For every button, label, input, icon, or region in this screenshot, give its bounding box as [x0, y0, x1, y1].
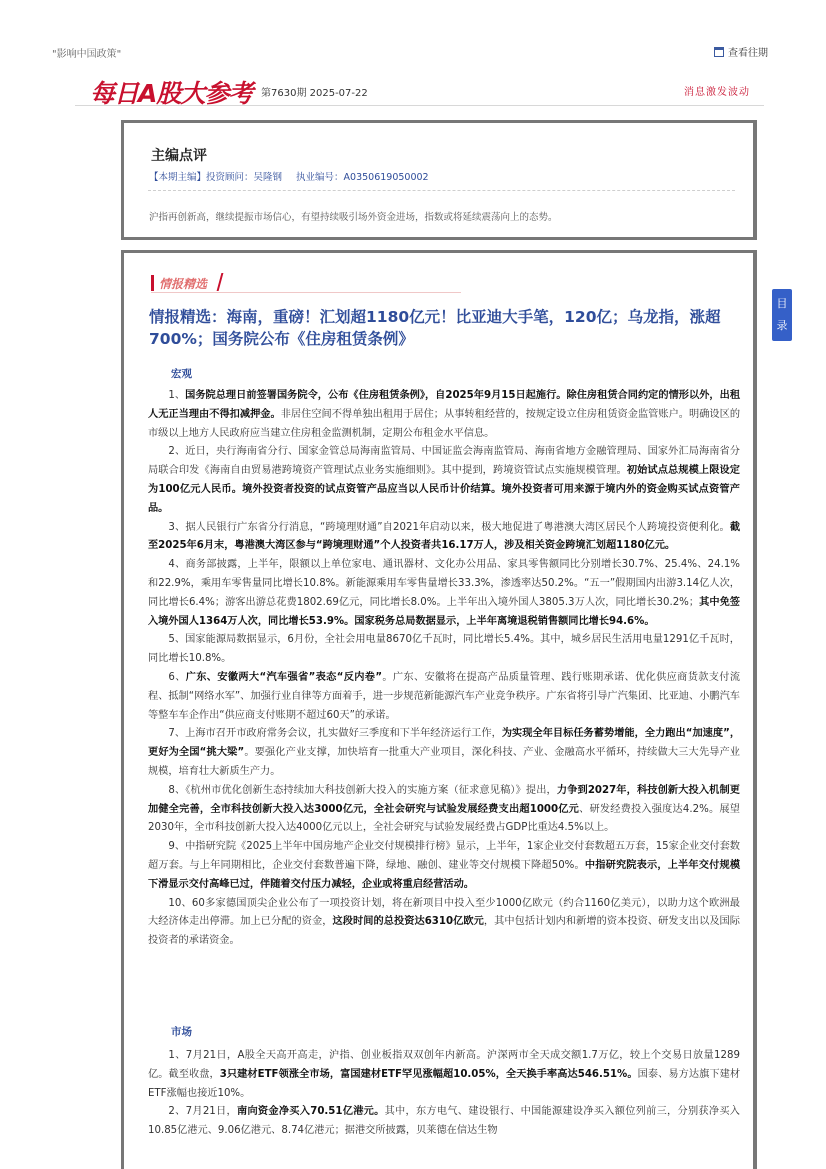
paragraph — [148, 669, 740, 725]
body-text: 、研发经费投入强度达4.2%。展望2030年，全市科技创新大投入达4000亿元以上，全社会研究与试验发展经费占GDP比重达4.5%以上。 — [148, 803, 740, 834]
article-headline: 情报精选：海南，重磅！汇划超1180亿元！比亚迪大手笔，120亿；乌龙指，涨超700%；国务院公布《住房租赁条例》 — [149, 308, 721, 348]
body-text: 3、据人民银行广东省分行消息，“跨境理财通”自2021年启动以来，极大地促进了粤港澳大湾区居民个人跨境投资便利化。 — [168, 521, 730, 533]
history-link-label[interactable]: 查看往期 — [728, 48, 768, 59]
body-text: 1、7月21日，A股全天高开高走，沪指、创业板指双双创年内新高。沪深两市全天成交额1.7万亿，较上个交易日放量1289亿。截至收盘， — [148, 1050, 740, 1080]
paragraph — [148, 1103, 740, 1141]
editor-license: 执业编号：A0350619050002 — [296, 172, 429, 183]
market-paragraphs — [148, 1047, 740, 1141]
editor-comment-box — [121, 120, 757, 240]
section-heading-macro: 宏观 — [171, 368, 192, 380]
body-text: 。广东、安徽将在提高产品质量管理、践行账期承诺、优化供应商货款支付流程、抵制“网络水军”、加强行业自律等方面着手，进一步规范新能源汽车产业竞争秩序。广东省将引导广汽集团、比亚迪、小鹏汽车等整车车企作出“供应商支付账期不超过60天”的承诺。 — [148, 671, 741, 721]
emphasis-text: 初始试点总规模上限设定为100亿元人民币。境外投资者投资的试点资管产品应当以人民币计价结算。境外投资者可用来源于境内外的资金购买试点资管产品。 — [148, 465, 740, 514]
body-text: 9、中指研究院《2025上半年中国房地产企业交付规模排行榜》显示，上半年，1家企业交付套数超五万套，15家企业交付套数超万套。与上年同期相比，企业交付套数普遍下降，绿地、融创、建业等交付规模下降超50%。 — [148, 841, 740, 871]
editor-meta-label: 【本期主编】 — [149, 172, 207, 183]
body-text: 国泰、易方达旗下建材ETF涨幅也接近10%。 — [148, 1068, 741, 1099]
emphasis-text: 南向资金净买入70.51亿港元。 — [237, 1106, 385, 1118]
emphasis-text: 截至2025年6月末，粤港澳大湾区参与“跨境理财通”个人投资者共16.17万人，涉及相关资金跨境汇划超1180亿元。 — [148, 521, 740, 552]
toc-char[interactable]: 目 — [776, 297, 788, 310]
emphasis-text: 广东、安徽两大“汽车强省”表态“反内卷” — [185, 671, 383, 683]
macro-paragraphs — [148, 387, 740, 951]
paragraph — [148, 631, 740, 669]
masthead — [75, 66, 764, 106]
tag-slash-icon — [217, 273, 224, 291]
paragraph — [148, 519, 740, 557]
body-text: 5、国家能源局数据显示，6月份，全社会用电量8670亿千瓦时，同比增长5.4%。其中，城乡居民生活用电量1291亿千瓦时，同比增长10.8%。 — [148, 634, 740, 665]
body-text: 7、上海市召开市政府常务会议，扎实做好三季度和下半年经济运行工作， — [168, 728, 502, 740]
paragraph — [148, 1047, 740, 1103]
emphasis-text: 中指研究院表示，上半年交付规模下滑显示交付高峰已过，伴随着交付压力减轻，企业或将重启经营活动。 — [148, 859, 741, 890]
intel-article — [121, 250, 757, 1169]
paragraph — [148, 838, 740, 894]
calendar-icon — [714, 47, 724, 57]
issue-info: 第7630期 2025-07-22 — [261, 88, 368, 99]
body-text: 6、 — [168, 671, 186, 683]
top-slogan: "影响中国政策" — [52, 49, 122, 60]
body-text: 1、 — [168, 390, 186, 401]
paragraph — [148, 782, 740, 838]
toc-button[interactable] — [772, 289, 792, 341]
body-text: ，其中包括计划内和新增的资本投资、研发支出以及国际投资者的承诺资金。 — [148, 916, 740, 947]
editor-advisor: 投资顾问：吴隆钢 — [206, 172, 283, 183]
emphasis-text: 这段时间的总投资达6310亿欧元 — [332, 916, 484, 928]
paragraph — [148, 556, 740, 631]
emphasis-text: 其中免签入境外国人1364万人次，同比增长53.9%。国家税务总局数据显示，上半年离境退税销售额同比增长94.6%。 — [148, 596, 740, 627]
paragraph — [148, 387, 740, 443]
toc-char[interactable]: 录 — [776, 319, 788, 332]
emphasis-text: 力争到2027年，科技创新大投入机制更加健全完善，全市科技创新大投入达3000亿元，全社会研究与试验发展经费支出超1000亿元 — [148, 784, 740, 815]
history-link[interactable] — [714, 44, 768, 59]
emphasis-text: 国务院总理日前签署国务院令，公布《住房租赁条例》，自2025年9月15日起施行。除住房租赁合同约定的情形以外，出租人无正当理由不得扣减押金。 — [148, 390, 741, 420]
body-text: 10、60多家德国顶尖企业公布了一项投资计划，将在新项目中投入至少1000亿欧元（约合1160亿美元），以助力这个欧洲最大经济体走出停滞。加上已分配的资金， — [148, 897, 740, 928]
section-tag — [151, 273, 461, 293]
body-text: 。要强化产业支撑，加快培育一批重大产业项目，深化科技、产业、金融高水平循环，持续做大三大先导产业规模，培育壮大新质生产力。 — [148, 747, 740, 777]
body-text: 其中，东方电气、建设银行、中国能源建设净买入额位列前三，分别获净买入10.85亿港元、9.06亿港元、8.74亿港元；据港交所披露，贝莱德在信达生物 — [148, 1106, 740, 1137]
body-text: 8、《杭州市优化创新生态持续加大科技创新大投入的实施方案（征求意见稿）》提出， — [168, 784, 557, 796]
divider — [148, 190, 735, 191]
section-tag-label: 情报精选 — [159, 277, 208, 291]
paragraph — [148, 895, 740, 951]
tag-bar-icon — [151, 275, 154, 291]
body-text: 非居住空间不得单独出租用于居住；从事转租经营的，按规定设立住房租赁资金监管账户。明确设区的市级以上地方人民政府应当建立住房租金监测机制，定期公布租金水平信息。 — [148, 408, 741, 439]
editor-meta — [149, 169, 429, 183]
paragraph — [148, 443, 740, 518]
section-heading-market: 市场 — [171, 1026, 192, 1038]
paragraph — [148, 725, 740, 781]
editor-title: 主编点评 — [151, 148, 207, 164]
emphasis-text: 为实现全年目标任务蓄势增能，全力跑出“加速度”，更好为全国“挑大梁” — [148, 728, 741, 759]
body-text: 2、7月21日， — [168, 1106, 237, 1118]
emphasis-text: 3只建材ETF领涨全市场，富国建材ETF罕见涨幅超10.05%，全天换手率高达546.51%。 — [219, 1068, 638, 1080]
body-text: 4、商务部披露，上半年，限额以上单位家电、通讯器材、文化办公用品、家具零售额同比分别增长30.7%、25.4%、24.1%和22.9%，乘用车零售量同比增长10.8%。新能源乘用车零售量增长33.3%，渗透率达50.2%。“五一”假期国内出游3.14亿人次，同比增长6.4%；游客出游总花费1802.69亿元，同比增长8.0%。上半年出入境外国人3805.3万人次，同比增长30.2%； — [148, 559, 740, 608]
body-text: 2、近日，央行海南省分行、国家金管总局海南监管局、中国证监会海南监管局、海南省地方金融管理局、国家外汇局海南省分局联合印发《海南自由贸易港跨境资产管理试点业务实施细则》。其中提到，跨境资管试点实施规模管理。 — [148, 446, 740, 477]
masthead-slogan: 消息激发波动 — [684, 87, 750, 98]
editor-comment: 沪指再创新高，继续提振市场信心，有望持续吸引场外资金进场，指数或将延续震荡向上的态势。 — [149, 212, 558, 223]
brand-logo: 每日A股大参考 — [90, 79, 253, 108]
